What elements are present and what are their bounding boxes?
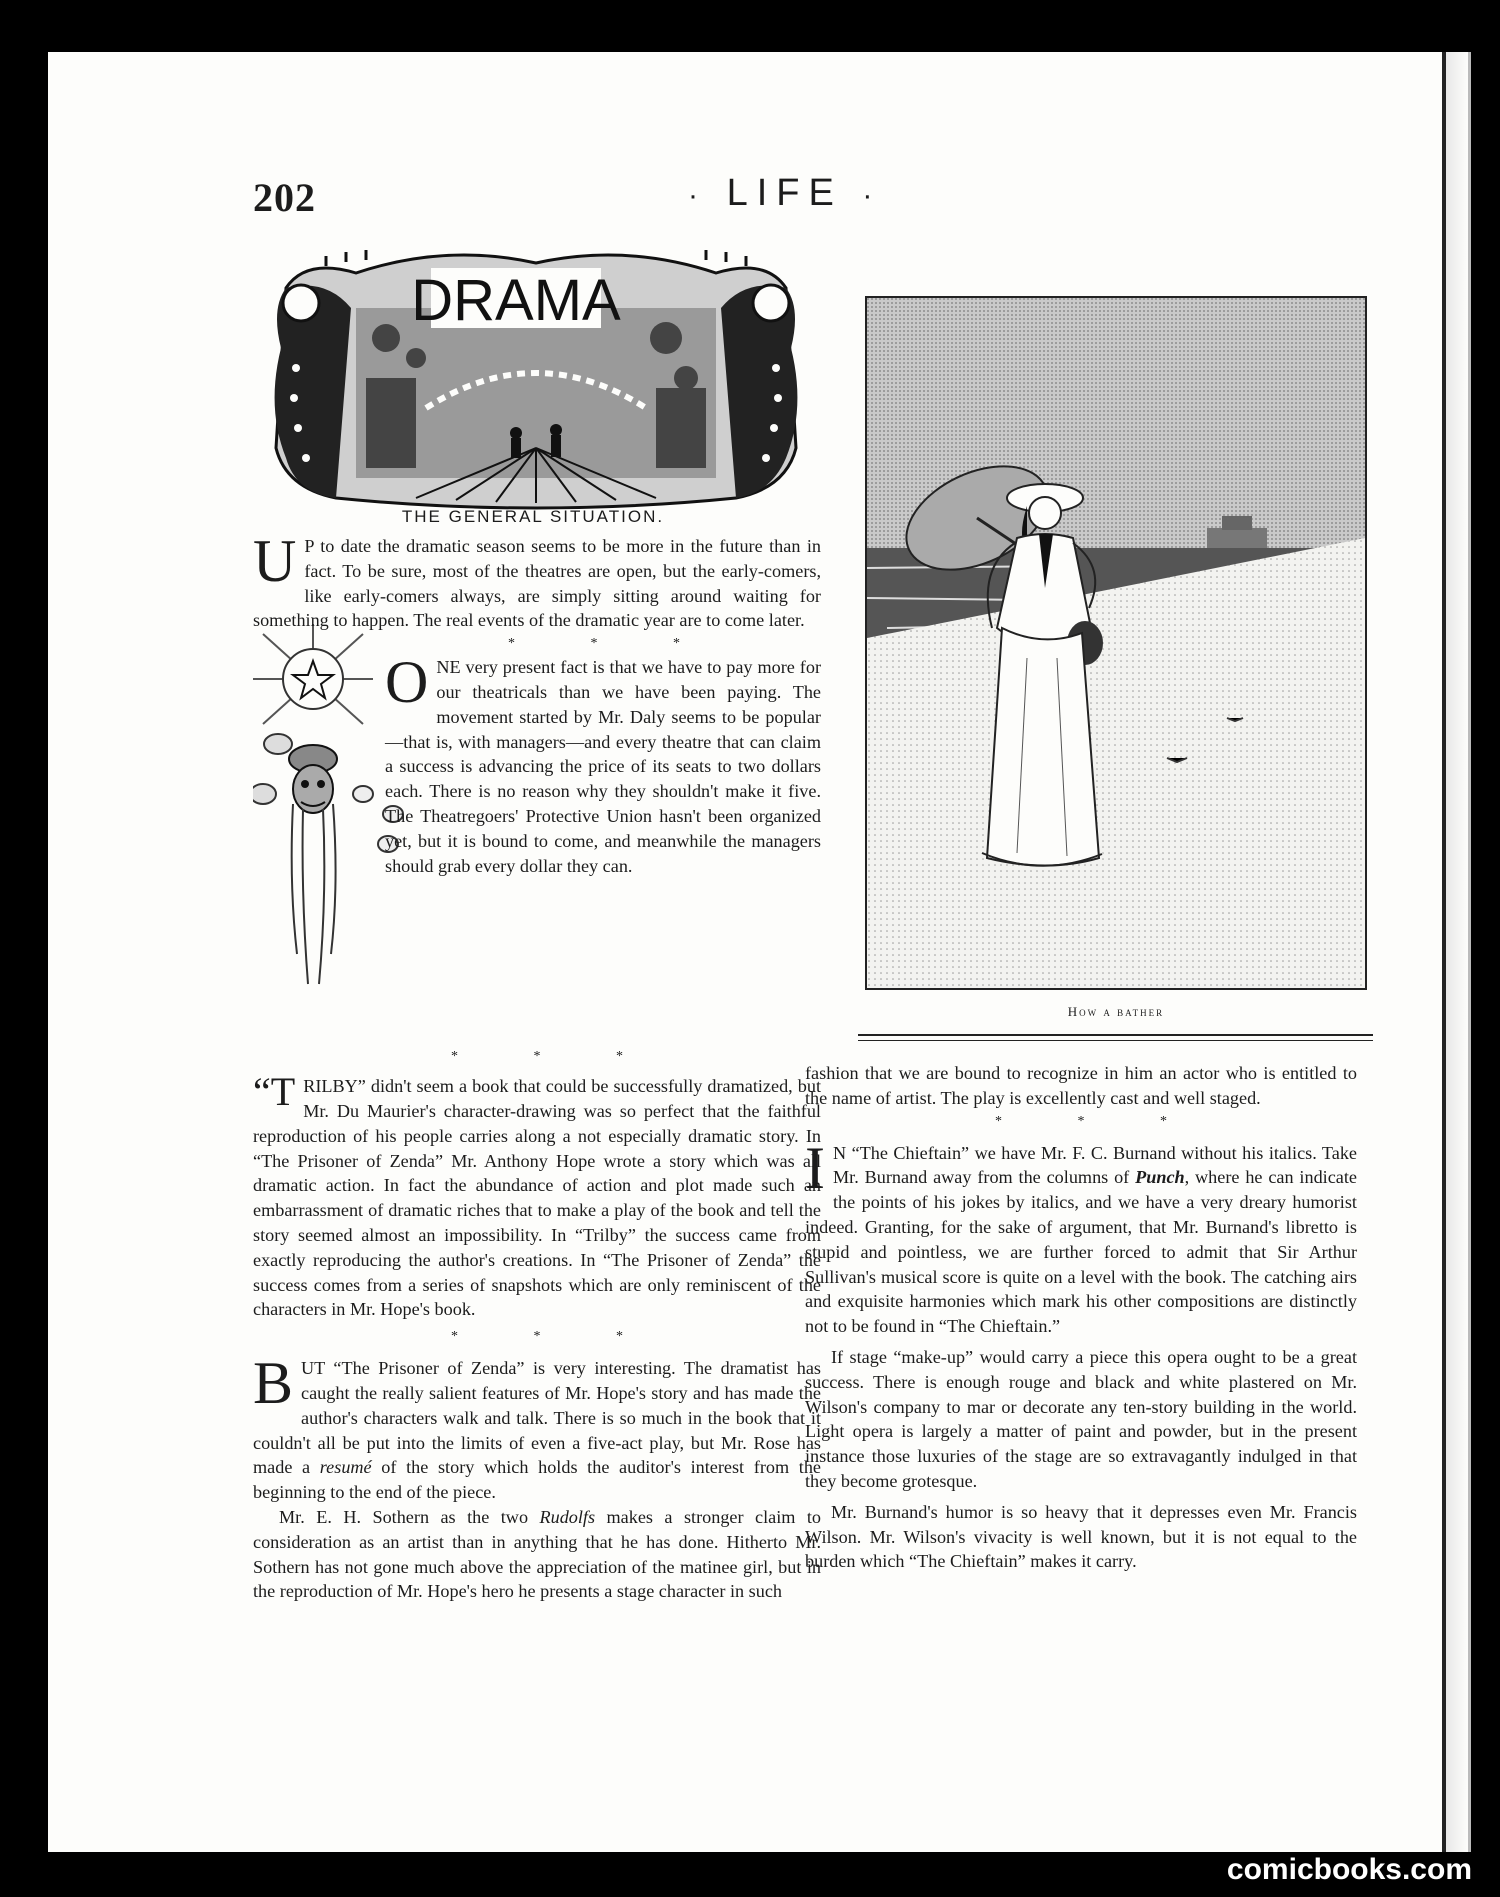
ornament-wrap-space — [253, 655, 383, 1040]
running-head: · LIFE · — [688, 172, 882, 214]
drama-banner-illustration — [266, 248, 806, 513]
paragraph-fashion: fashion that we are bound to recognize in him an actor who is entitled to the name of artist. The play is excellently cast and well staged. — [805, 1063, 1357, 1108]
binding-edge — [1442, 52, 1446, 1852]
paragraph-one-very-present: ONE very present fact is that we have to pay more for our theatricals than we have been paying. The movement started by Mr. Daly seems to be popular—that is, with managers—and every theatre that can claim a success is advancing the price of its seats to two dollars each. There is no reason why they shouldn't make it five. The Theatregoers' Protective Union hasn't been organized yet, but it is bound to come, and meanwhile the managers should grab every dollar they can. — [385, 649, 821, 876]
right-column — [805, 1061, 1357, 1574]
section-divider-stars: * * * — [508, 636, 716, 652]
paragraph-sothern: Mr. E. H. Sothern as the two Rudolfs makes a stronger claim to consideration as an artist than in anything that he has done. Hitherto Mr. Sothern has not gone much above the appreciation of the matinee girl, but in the reproduction of Mr. Hope's hero he presents a stage character in such — [253, 1506, 821, 1602]
magazine-page — [48, 52, 1471, 1852]
illustration-caption: How a bather — [1067, 1004, 1165, 1019]
drop-cap-u: U — [253, 528, 297, 594]
page-number: 202 — [253, 175, 316, 220]
paragraph-make-up: If stage “make-up” would carry a piece this opera ought to be a great success. There is enough rouge and black and white plastered on Mr. Wilson's company to mar or decorate any ten-story building in the world. Light opera is largely a matter of paint and powder, but in the present instance those luxuries of the stage are so extravagantly indulged in that they become grotesque. — [805, 1346, 1357, 1491]
paragraph-but-prisoner: BUT “The Prisoner of Zenda” is very interesting. The dramatist has caught the really salient features of Mr. Hope's story and has made the author's characters walk and talk. There is so much in the book that it couldn't all be put into the limits of even a five-act play, but Mr. Rose has made a resumé of the story which holds the auditor's interest from the beginning to the end of the piece. — [253, 1350, 821, 1503]
column-rule — [858, 1034, 1373, 1036]
paragraph-trilby: “TRILBY” didn't seem a book that could be successfully dramatized, but Mr. Du Maurier's character-drawing was so perfect that the faithful reproduction of his people carries along a not especially dramatic story. In “The Prisoner of Zenda” Mr. Anthony Hope wrote a story which was all dramatic action. In fact the abundance of action and plot made such an embarrassment of dramatic riches that to make a play of the book and tell the story seemed almost an impossibility. In “Trilby” the success came from exactly reproducing the author's creations. In “The Prisoner of Zenda” the success comes from a series of snapshots which are only reminiscent of the characters in Mr. Hope's book. — [253, 1069, 821, 1320]
left-column — [253, 528, 821, 1604]
drop-cap-t: “T — [253, 1069, 296, 1115]
section-title: THE GENERAL SITUATION. — [401, 507, 665, 526]
drop-cap-b: B — [253, 1350, 294, 1417]
site-watermark: comicbooks.com — [1226, 1853, 1472, 1886]
column-rule-thin — [858, 1040, 1373, 1041]
paragraph-chieftain: I N “The Chieftain” we have Mr. F. C. Burnand without his italics. Take Mr. Burnand away from the columns of Punch, where he can indicate the points of his jokes by italics, and we have a very dreary humorist indeed. Granting, for the sake of argument, that Mr. Burnand's libretto is stupid and pointless, we are further forced to admit that Sir Arthur Sullivan's musical score is quite on a level with the book. The catching airs and exquisite harmonies which mark his other compositions are distinctly not to be found in “The Chieftain.” — [805, 1134, 1358, 1337]
section-divider-stars: * * * — [451, 1329, 659, 1345]
binding-shadow — [1446, 52, 1468, 1852]
paragraph-up-to-date: U P to date the dramatic season seems to be more in the future than in fact. To be sure, most of the theatres are open, but the early-comers, like early-comers always, are simply sitting around waiting for something to happen. The real events of the dramatic year are to come later. — [253, 528, 821, 631]
bather-illustration — [865, 296, 1367, 990]
magazine-title: LIFE — [726, 172, 843, 214]
paragraph-burnand-humor: Mr. Burnand's humor is so heavy that it depresses even Mr. Francis Wilson. Mr. Wilson's vivacity is well known, but it is not equal to the burden which “The Chieftain” makes it carry. — [805, 1501, 1357, 1572]
drama-banner-title: DRAMA — [411, 268, 621, 333]
section-divider-stars: * * * — [995, 1113, 1203, 1129]
section-divider-stars: * * * — [451, 1049, 659, 1065]
drop-cap-o: O — [385, 649, 429, 716]
drop-cap-i: I — [805, 1134, 825, 1201]
